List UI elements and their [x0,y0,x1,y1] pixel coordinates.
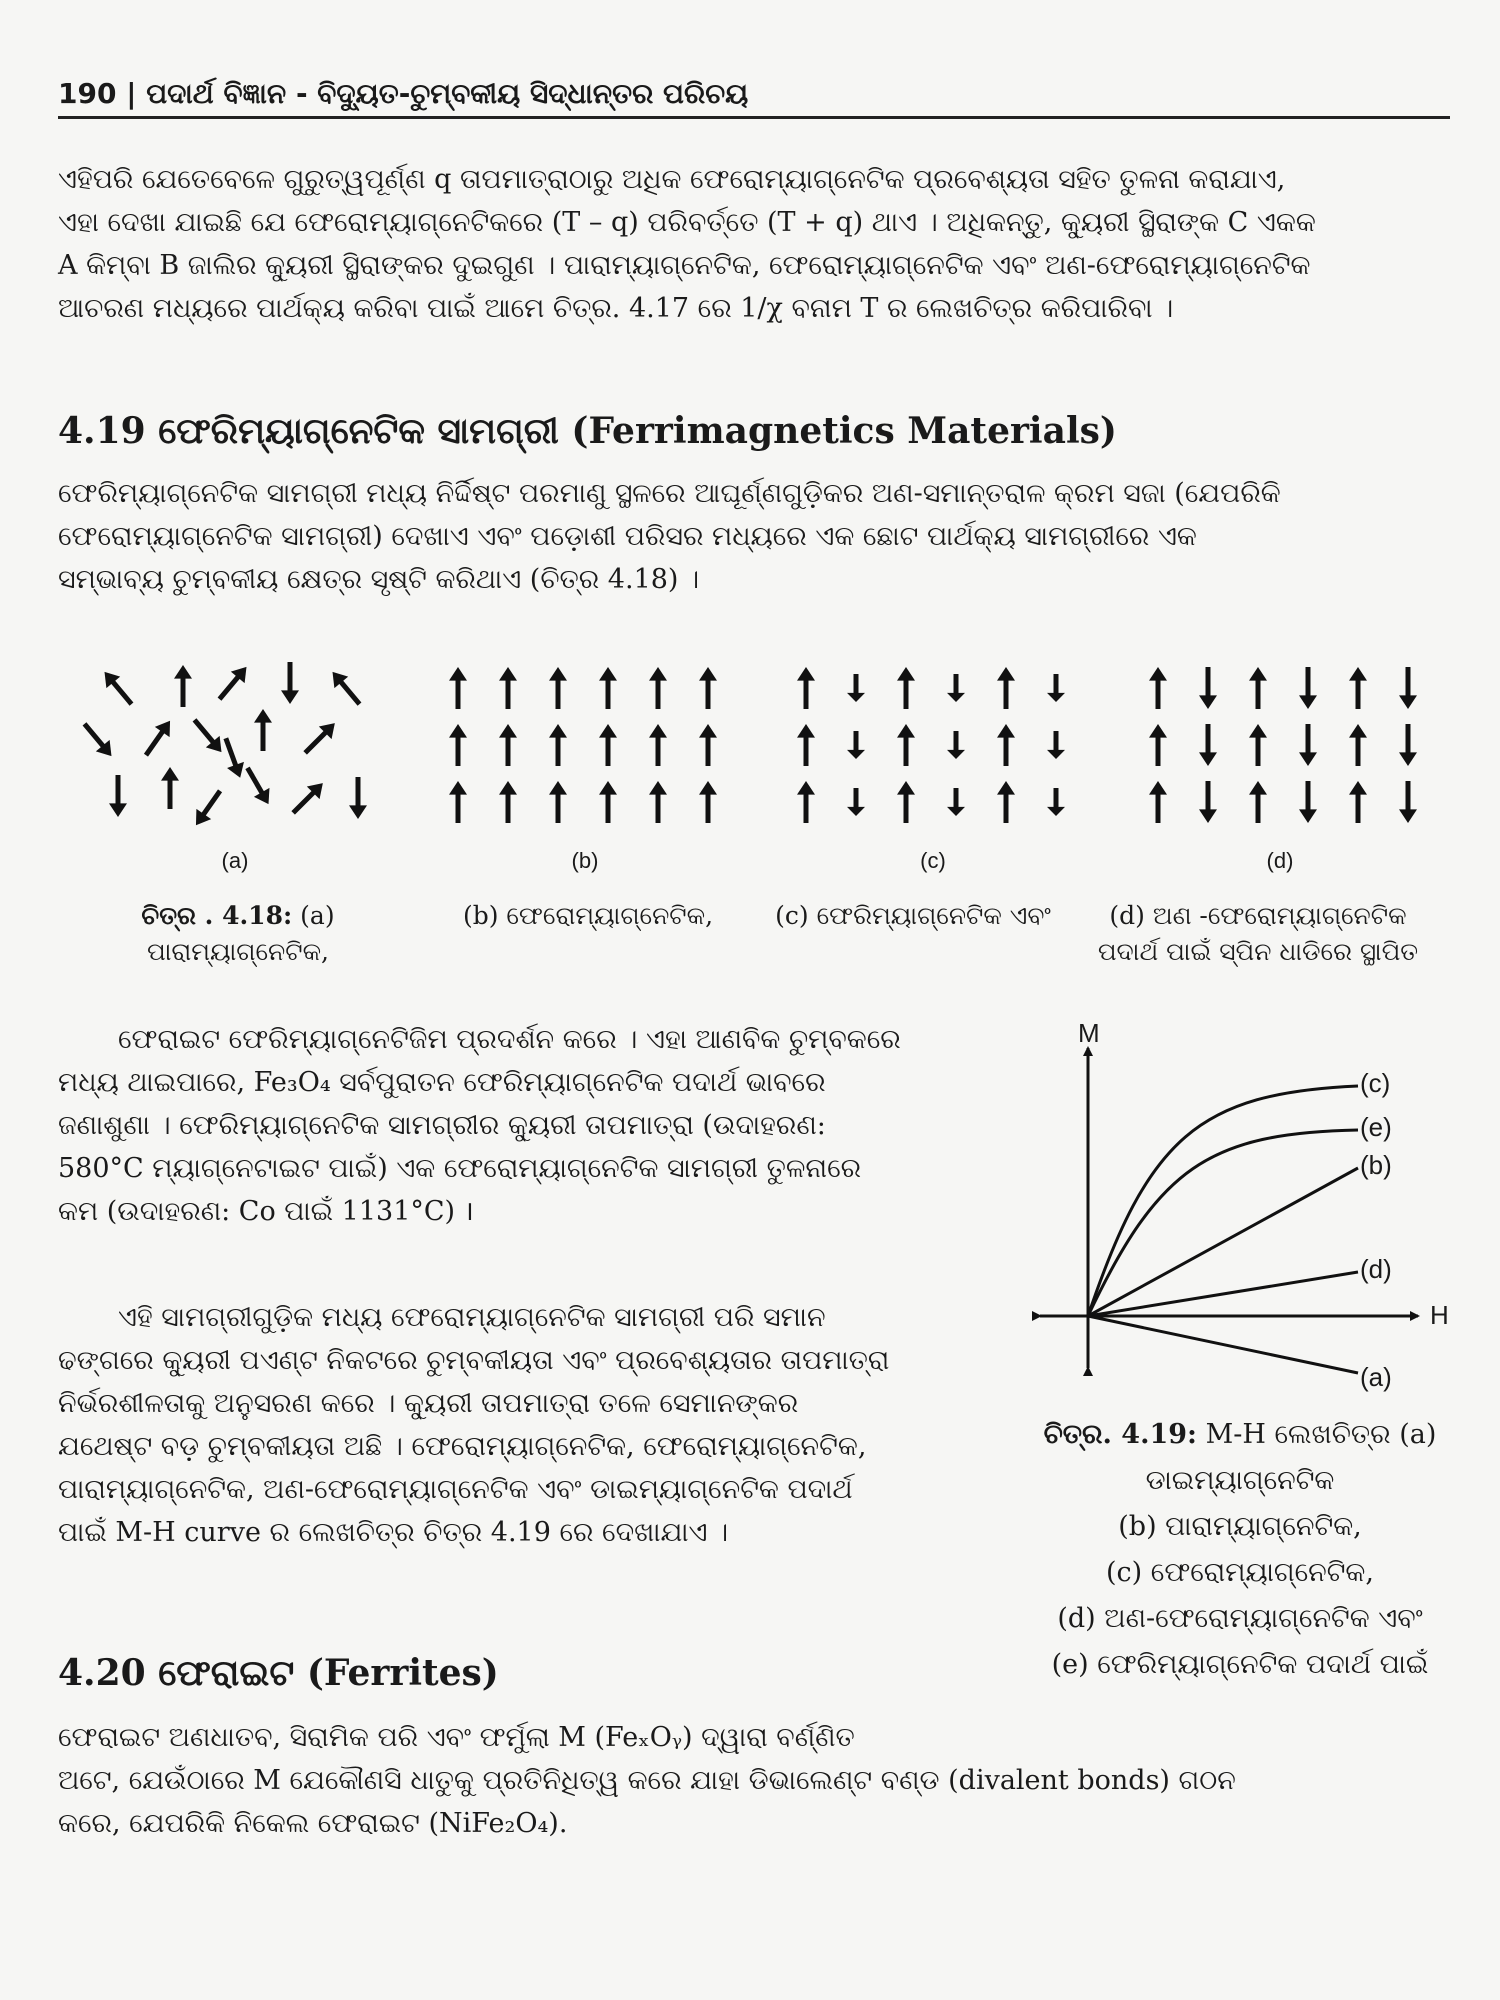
curve-label-c: (c) [1360,1068,1391,1098]
spin-arrow-up [649,781,667,823]
spin-arrow-up [1249,724,1267,766]
text-line: ଫେରାଇଟ ଫେରିମ୍ୟାଗ୍ନେଟିଜିମ ପ୍ରଦର୍ଶନ କରେ । ଏହା ଆଣବିକ ଚୁମ୍ବକରେ [118,1024,901,1055]
spin-arrow-down [1299,724,1317,766]
figure-4-18-caption-a [118,898,358,970]
text-line: ଢଙ୍ଗରେ କ୍ୟୁରୀ ପଏଣ୍ଟ ନିକଟରେ ଚୁମ୍ବକୀୟତା ଏବଂ ପ୍ରବେଶ୍ୟତାର ତାପମାତ୍ରା [58,1345,890,1376]
spin-arrow-random [196,791,220,825]
caption-text: (a) [300,901,335,930]
intro-paragraph [58,158,1450,330]
spin-arrow-random [226,738,244,777]
caption-line: (d) ଅଣ-ଫେରୋମ୍ୟାଗ୍ନେଟିକ ଏବଂ [1057,1603,1423,1634]
spin-arrow-up [1249,667,1267,709]
spin-arrow-random [109,775,127,817]
caption-line: (b) ପାରାମ୍ୟାଗ୍ନେଟିକ, [1118,1511,1362,1542]
caption-line: ଡାଇମ୍ୟାଗ୍ନେଟିକ [1145,1465,1335,1496]
spin-arrow-up [1349,724,1367,766]
caption-text: ପାରାମ୍ୟାଗ୍ନେଟିକ, [147,937,329,966]
spin-arrow-up [699,781,717,823]
text-line: ନିର୍ଭରଶୀଳତାକୁ ଅନୁସରଣ କରେ । କ୍ୟୁରୀ ତାପମାତ୍ରା ତଳେ ସେମାନଙ୍କର [58,1388,799,1419]
sublabel-d: (d) [1266,848,1294,873]
axis-label-h: H [1430,1300,1449,1330]
figure-4-18-caption-c [748,898,1078,934]
text-line: ପାଇଁ M-H curve ର ଲେଖଚିତ୍ର ଚିତ୍ର 4.19 ରେ ଦେଖାଯାଏ । [58,1517,729,1548]
spin-arrow-up [897,667,915,709]
text-line: ପାରାମ୍ୟାଗ୍ନେଟିକ, ଅଣ-ଫେରୋମ୍ୟାଗ୍ନେଟିକ ଏବଂ ଡାଇମ୍ୟାଗ୍ନେଟିକ ପଦାର୍ଥ [58,1474,853,1505]
text-line: A କିମ୍ବା B ଜାଲିର କ୍ୟୁରୀ ସ୍ଥିରାଙ୍କର ଦୁଇଗୁଣ । ପାରାମ୍ୟାଗ୍ନେଟିକ, ଫେରୋମ୍ୟାଗ୍ନେଟିକ ଏବଂ ଅଣ-ଫେରୋମ୍ୟାଗ୍ନେଟିକ [58,250,1311,281]
spin-arrow-up [549,724,567,766]
spin-arrow-random [220,667,247,699]
spin-arrow-up [897,724,915,766]
spin-arrow-up [897,781,915,823]
figure-4-18-caption-d [1068,898,1448,970]
caption-text: M-H ଲେଖଚିତ୍ର (a) [1205,1419,1437,1450]
section-4-20-paragraph [58,1716,1450,1845]
caption-line: (e) ଫେରିମ୍ୟାଗ୍ନେଟିକ ପଦାର୍ଥ ପାଇଁ [1051,1649,1429,1680]
spin-arrow-down-small [847,731,865,759]
spin-arrow-random [349,777,367,819]
text-line: ଆଚରଣ ମଧ୍ୟରେ ପାର୍ଥକ୍ୟ କରିବା ପାଇଁ ଆମେ ଚିତ୍ର. 4.17 ରେ 1/χ ବନାମ T ର ଲେଖଚିତ୍ର କରିପାରିବା । [58,293,1174,324]
spin-arrow-down [1399,667,1417,709]
caption-text: (d) ଅଣ -ଫେରୋମ୍ୟାଗ୍ନେଟିକ [1109,901,1407,930]
spin-arrow-down [1299,667,1317,709]
spin-arrow-down-small [847,674,865,702]
curve-label-e: (e) [1360,1112,1392,1142]
text-line: ଯଥେଷ୍ଟ ବଡ଼ ଚୁମ୍ବକୀୟତା ଅଛି । ଫେରୋମ୍ୟାଗ୍ନେଟିକ, ଫେରୋମ୍ୟାଗ୍ନେଟିକ, [58,1431,867,1462]
caption-text: ପଦାର୍ଥ ପାଇଁ ସ୍ପିନ ଧାଡିରେ ସ୍ଥାପିତ [1097,937,1419,966]
spin-arrow-random [281,662,299,704]
spin-arrow-up [449,667,467,709]
caption-label: ଚିତ୍ର. 4.19: [1043,1419,1198,1450]
spin-arrow-up [499,667,517,709]
text-line: ଫେରୋମ୍ୟାଗ୍ନେଟିକ ସାମଗ୍ରୀ) ଦେଖାଏ ଏବଂ ପଡ଼ୋଶୀ ପରିସର ମଧ୍ୟରେ ଏକ ଛୋଟ ପାର୍ଥକ୍ୟ ସାମଗ୍ରୀରେ ଏକ [58,521,1197,552]
spin-arrow-up [499,781,517,823]
spin-arrow-down [1399,781,1417,823]
page-header [58,72,1450,119]
text-line: 580°C ମ୍ୟାଗ୍ନେଟାଇଟ ପାଇଁ) ଏକ ଫେରୋମ୍ୟାଗ୍ନେଟିକ ସାମଗ୍ରୀ ତୁଳନାରେ [58,1153,862,1184]
spin-arrow-down [1199,781,1217,823]
text-line: ଫେରାଇଟ ଅଣଧାତବ, ସିରାମିକ ପରି ଏବଂ ଫର୍ମୁଲା M (FeₓOᵧ) ଦ୍ୱାରା ବର୍ଣ୍ଣିତ [58,1722,855,1753]
spin-arrow-up [499,724,517,766]
spin-arrow-up [599,781,617,823]
text-line: ଏହା ଦେଖା ଯାଇଛି ଯେ ଫେରୋମ୍ୟାଗ୍ନେଟିକରେ (T – q) ପରିବର୍ତ୍ତେ (T + q) ଥାଏ । ଅଧିକନ୍ତୁ, କ୍ୟୁରୀ ସ୍ଥିରାଙ୍କ C ଏକକ [58,207,1316,238]
spin-arrow-random [248,768,270,804]
spin-arrow-up [649,724,667,766]
spin-arrow-down [1199,724,1217,766]
sublabel-b: (b) [571,848,599,873]
spin-arrow-down-small [947,731,965,759]
caption-text: (c) ଫେରିମ୍ୟାଗ୍ନେଟିକ ଏବଂ [775,901,1051,930]
text-line: ସମ୍ଭାବ୍ୟ ଚୁମ୍ବକୀୟ କ୍ଷେତ୍ର ସୃଷ୍ଟି କରିଥାଏ (ଚିତ୍ର 4.18) । [58,564,700,595]
header-separator: | [126,77,137,110]
figure-4-18 [58,648,1450,988]
spin-arrow-down-small [947,674,965,702]
spin-arrow-down [1399,724,1417,766]
spin-arrow-up [1149,724,1167,766]
spin-arrow-up [599,667,617,709]
spin-arrow-random [305,723,335,753]
sublabel-a: (a) [221,848,249,873]
spin-arrow-down-small [1047,731,1065,759]
spin-arrow-up [1149,667,1167,709]
spin-arrow-up [1249,781,1267,823]
caption-text: (b) ଫେରୋମ୍ୟାଗ୍ନେଟିକ, [462,901,714,930]
spin-arrow-up [699,667,717,709]
text-line: ଫେରିମ୍ୟାଗ୍ନେଟିକ ସାମଗ୍ରୀ ମଧ୍ୟ ନିର୍ଦ୍ଦିଷ୍ଟ ପରମାଣୁ ସ୍ଥଳରେ ଆଘୂର୍ଣ୍ଣଗୁଡ଼ିକର ଅଣ-ସମାନ୍ତରାଳ କ୍ରମ ସଜା (ଯେପରିକି [58,478,1281,509]
curie-paragraph [58,1296,1003,1554]
spin-arrow-down [1299,781,1317,823]
curve-e-ferrimagnetic [1088,1130,1358,1316]
text-line: ଅଟେ, ଯେଉଁଠାରେ M ଯେକୌଣସି ଧାତୁକୁ ପ୍ରତିନିଧିତ୍ୱ କରେ ଯାହା ଡିଭାଲେଣ୍ଟ ବଣ୍ଡ (divalent bonds) ଗଠନ [58,1765,1236,1796]
spin-arrow-up [599,724,617,766]
section-4-19-paragraph [58,472,1450,601]
spin-arrow-random [254,709,272,751]
sublabel-c: (c) [920,848,946,873]
curve-a-diamagnetic [1088,1316,1358,1373]
curve-label-a: (a) [1360,1362,1392,1392]
spin-arrow-random [174,665,192,707]
spin-arrow-up [549,667,567,709]
spin-arrow-down [1199,667,1217,709]
spin-arrow-down-small [1047,788,1065,816]
text-line: ମଧ୍ୟ ଥାଇପାରେ, Fe₃O₄ ସର୍ବପୁରାତନ ଫେରିମ୍ୟାଗ୍ନେଟିକ ପଦାର୍ଥ ଭାବରେ [58,1067,826,1098]
spin-arrow-up [997,724,1015,766]
section-heading-4-20: 4.20 ଫେରାଇଟ (Ferrites) [58,1652,499,1694]
spin-arrow-down-small [947,788,965,816]
section-heading-4-19: 4.19 ଫେରିମ୍ୟାଗ୍ନେଟିକ ସାମଗ୍ରୀ (Ferrimagnetics Materials) [58,410,1117,452]
text-line: ଏହି ସାମଗ୍ରୀଗୁଡ଼ିକ ମଧ୍ୟ ଫେରୋମ୍ୟାଗ୍ନେଟିକ ସାମଗ୍ରୀ ପରି ସମାନ [118,1302,826,1333]
text-line: ଜଣାଶୁଣା । ଫେରିମ୍ୟାଗ୍ନେଟିକ ସାମଗ୍ରୀର କ୍ୟୁରୀ ତାପମାତ୍ରା (ଉଦାହରଣ: [58,1110,826,1141]
spin-arrow-down-small [1047,674,1065,702]
curve-label-b: (b) [1360,1150,1392,1180]
caption-label: ଚିତ୍ର . 4.18: [141,901,293,930]
spin-arrangement-diagram [58,648,1450,838]
running-title: ପଦାର୍ଥ ବିଜ୍ଞାନ - ବିଦ୍ୟୁତ-ଚୁମ୍ବକୀୟ ସିଦ୍ଧାନ୍ତର ପରିଚୟ [146,77,749,110]
spin-arrow-up [997,781,1015,823]
figure-4-19 [1028,1018,1458,1418]
spin-arrow-up [797,667,815,709]
spin-arrow-random [105,672,132,704]
spin-arrow-up [1149,781,1167,823]
spin-arrow-up [449,781,467,823]
figure-4-19-caption [1020,1412,1460,1688]
caption-line: (c) ଫେରୋମ୍ୟାଗ୍ନେଟିକ, [1106,1557,1374,1588]
spin-arrow-up [997,667,1015,709]
axis-label-m: M [1078,1018,1100,1048]
spin-arrow-random [85,724,112,756]
spin-arrow-random [333,672,360,704]
page-number: 190 [58,77,117,110]
caption-line [1020,1412,1460,1458]
text-line: ଏହିପରି ଯେତେବେଳେ ଗୁରୁତ୍ୱପୂର୍ଣ୍ଣ q ତାପମାତ୍ରାଠାରୁ ଅଧିକ ଫେରୋମ୍ୟାଗ୍ନେଟିକ ପ୍ରବେଶ୍ୟତା ସହିତ ତୁଳନା କରାଯାଏ, [58,164,1286,195]
spin-arrow-up [1349,781,1367,823]
spin-arrow-up [797,781,815,823]
m-h-curve-graph [1028,1018,1458,1418]
spin-arrow-random [161,767,179,809]
spin-arrow-up [449,724,467,766]
spin-arrow-down-small [847,788,865,816]
text-line: କରେ, ଯେପରିକି ନିକେଲ ଫେରାଇଟ (NiFe₂O₄). [58,1808,568,1839]
ferrite-paragraph [58,1018,1003,1233]
spin-arrow-up [549,781,567,823]
figure-4-18-caption-b [438,898,738,934]
spin-arrow-up [797,724,815,766]
spin-arrow-random [195,720,222,752]
spin-arrow-random [293,783,323,813]
spin-arrow-up [1349,667,1367,709]
curve-c-ferromagnetic [1088,1086,1358,1316]
text-line: କମ (ଉଦାହରଣ: Co ପାଇଁ 1131°C) । [58,1196,474,1227]
curve-label-d: (d) [1360,1254,1392,1284]
spin-arrow-random [146,721,170,755]
spin-arrow-up [699,724,717,766]
spin-arrow-up [649,667,667,709]
